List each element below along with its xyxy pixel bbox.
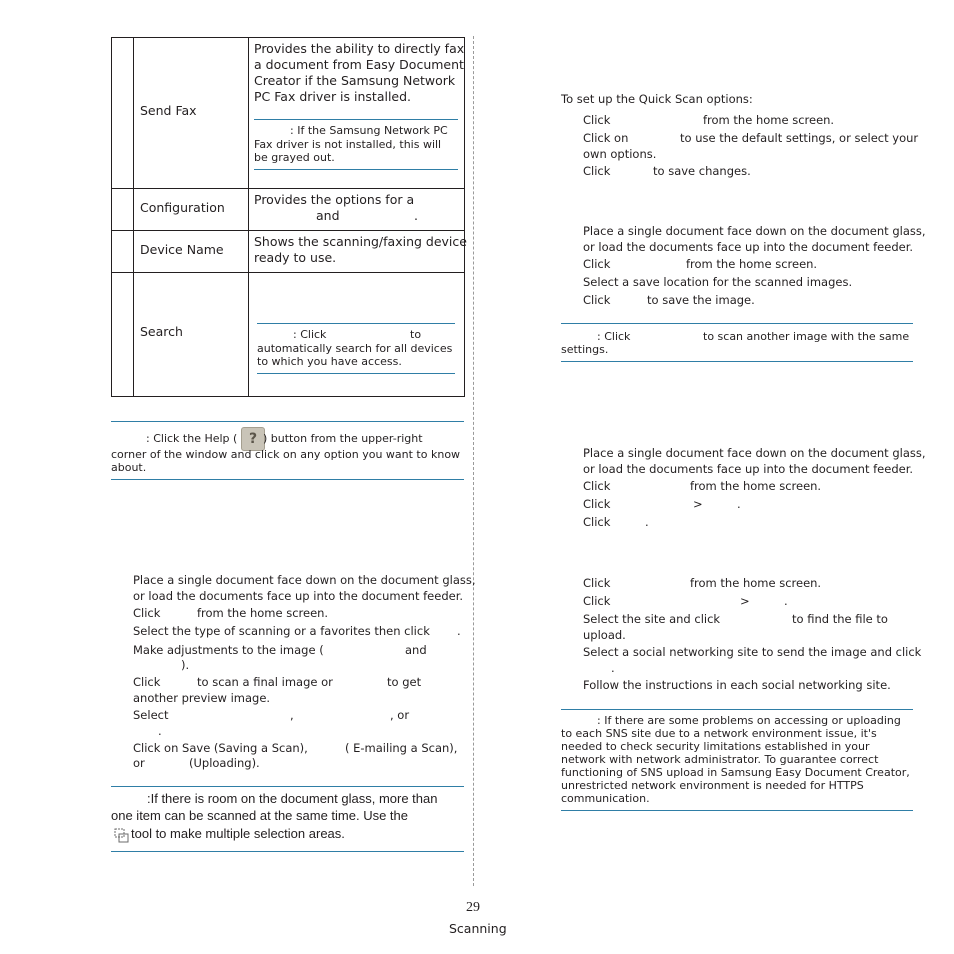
step-text: Click [583, 257, 611, 271]
step-text: Select the site and click [583, 612, 721, 626]
device-name-desc: Shows the scanning/faxing device [254, 234, 467, 249]
step-text: ( E-mailing a Scan), [345, 741, 458, 755]
step-text: from the home screen. [197, 606, 329, 620]
step-text: another preview image. [133, 691, 271, 705]
section-label: Scanning [449, 921, 507, 936]
send-fax-desc: Creator if the Samsung Network [254, 73, 456, 88]
step-text: > [740, 594, 750, 608]
note-rule [254, 119, 458, 120]
step-text: , or [390, 708, 410, 722]
step-text: to save the image. [647, 293, 755, 307]
step-text: Select a save location for the scanned images. [583, 275, 853, 289]
step-text: Click [583, 479, 611, 493]
device-name-desc: ready to use. [254, 250, 337, 265]
step-text: Select the type of scanning or a favorites then click [133, 624, 430, 638]
search-note: to [410, 328, 422, 341]
column-divider [473, 36, 474, 886]
step-text: . [158, 724, 162, 738]
send-fax-note: Fax driver is not installed, this will [254, 138, 442, 151]
step-text: Click [133, 606, 161, 620]
multi-note-text: tool to make multiple selection areas. [131, 826, 345, 841]
help-note-text: ) button from the upper-right [263, 432, 423, 445]
sns-note-text: communication. [561, 792, 650, 805]
step-text: Click [583, 113, 611, 127]
step-text: . [737, 497, 741, 511]
step-text: Click [583, 576, 611, 590]
quick-note-text: to scan another image with the same [703, 330, 910, 343]
step-text: Click [583, 293, 611, 307]
help-note-text: about. [111, 461, 147, 474]
step-text: or load the documents face up into the document feeder. [133, 589, 464, 603]
search-note: to which you have access. [257, 355, 402, 368]
step-text: Click on Save (Saving a Scan), [133, 741, 308, 755]
sns-note-text: functioning of SNS upload in Samsung Easy Document Creator, [561, 766, 910, 779]
step-text: Click on [583, 131, 629, 145]
configuration-desc: . [414, 208, 418, 223]
step-text: Place a single document face down on the document glass, [583, 224, 926, 238]
step-text: Click [583, 497, 611, 511]
multi-note-text: one item can be scanned at the same time. Use the [111, 808, 409, 823]
step-text: . [457, 624, 461, 638]
configuration-desc: Provides the options for a [254, 192, 415, 207]
step-text: from the home screen. [690, 479, 822, 493]
step-text: , [290, 708, 294, 722]
step-text: from the home screen. [703, 113, 835, 127]
step-text: > [693, 497, 703, 511]
note-rule [257, 323, 455, 324]
step-text: from the home screen. [690, 576, 822, 590]
step-text: or load the documents face up into the document feeder. [583, 462, 914, 476]
sns-note-text: unrestricted network environment is needed for HTTPS [561, 779, 864, 792]
row-name-send-fax: Send Fax [140, 103, 197, 118]
note-rule [254, 169, 458, 170]
configuration-desc: and [316, 208, 340, 223]
step-text: upload. [583, 628, 626, 642]
step-text: Follow the instructions in each social networking site. [583, 678, 891, 692]
step-text: Place a single document face down on the document glass, [583, 446, 926, 460]
note-rule [257, 373, 455, 374]
step-text: ). [181, 658, 190, 672]
quick-scan-intro: To set up the Quick Scan options: [561, 92, 753, 106]
step-text: Click [583, 164, 611, 178]
send-fax-desc: Provides the ability to directly fax [254, 41, 465, 56]
step-text: Make adjustments to the image ( [133, 643, 324, 657]
row-name-device-name: Device Name [140, 242, 224, 257]
step-text: to use the default settings, or select your [680, 131, 919, 145]
send-fax-desc: PC Fax driver is installed. [254, 89, 412, 104]
help-note-text: corner of the window and click on any option you want to know [111, 448, 461, 461]
row-name-search: Search [140, 324, 183, 339]
step-text: Select [133, 708, 169, 722]
step-text: to find the file to [792, 612, 888, 626]
step-text: and [405, 643, 427, 657]
step-text: . [611, 661, 615, 675]
sns-note-text: to each SNS site due to a network environment issue, it's [561, 727, 877, 740]
step-text: from the home screen. [686, 257, 818, 271]
step-text: Click [583, 515, 611, 529]
send-fax-note: be grayed out. [254, 151, 335, 164]
help-note-text: : Click the Help ( [146, 432, 238, 445]
step-text: or load the documents face up into the document feeder. [583, 240, 914, 254]
page-number: 29 [466, 900, 480, 915]
step-text: Place a single document face down on the document glass, [133, 573, 476, 587]
help-question-icon: ? [241, 427, 265, 451]
sns-note-text: : If there are some problems on accessing or uploading [597, 714, 901, 727]
step-text: . [645, 515, 649, 529]
quick-note-text: : Click [597, 330, 631, 343]
send-fax-note: : If the Samsung Network PC [290, 124, 448, 137]
step-text: to save changes. [653, 164, 751, 178]
step-text: to scan a final image or [197, 675, 333, 689]
step-text: (Uploading). [189, 756, 260, 770]
step-text: or [133, 756, 145, 770]
search-note: automatically search for all devices [257, 342, 453, 355]
step-text: to get [387, 675, 422, 689]
step-text: own options. [583, 147, 657, 161]
send-fax-desc: a document from Easy Document [254, 57, 464, 72]
multi-note-text: :If there is room on the document glass, more than [147, 791, 438, 806]
step-text: Select a social networking site to send the image and click [583, 645, 922, 659]
quick-note-text: settings. [561, 343, 609, 356]
sns-note-text: network with network administrator. To guarantee correct [561, 753, 879, 766]
search-note: : Click [293, 328, 327, 341]
step-text: Click [133, 675, 161, 689]
step-text: . [784, 594, 788, 608]
multi-select-icon [114, 828, 130, 844]
row-name-configuration: Configuration [140, 200, 225, 215]
sns-note-text: needed to check security limitations established in your [561, 740, 870, 753]
step-text: Click [583, 594, 611, 608]
